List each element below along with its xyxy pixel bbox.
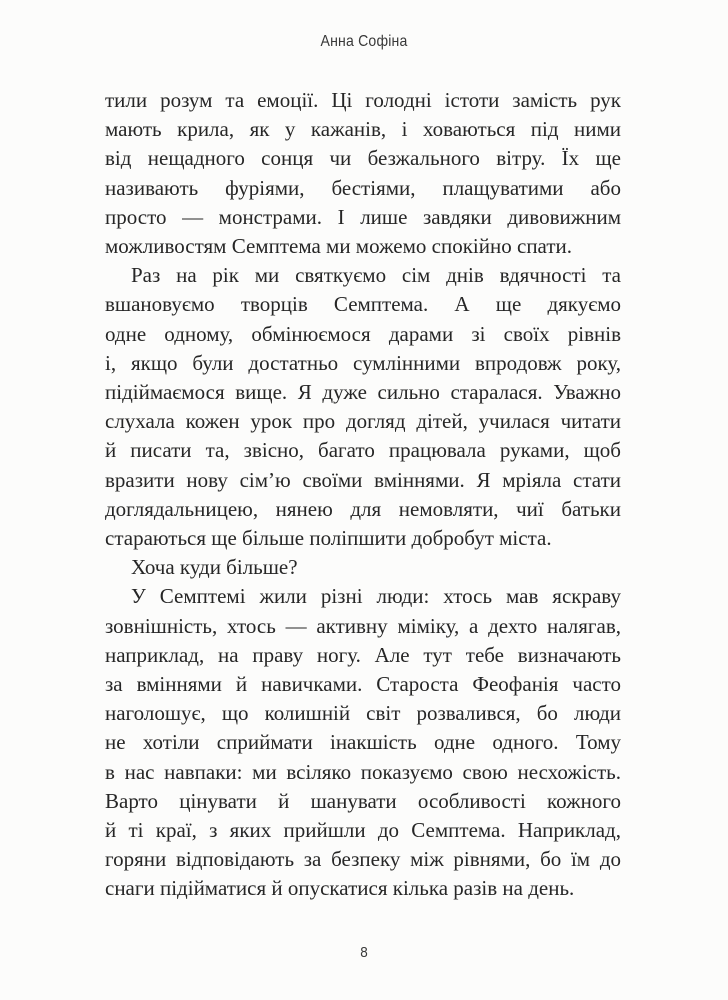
text-line: за вміннями й навичками. Староста Феофанія часто (105, 672, 621, 697)
text-line: вшановуємо творців Семптема. А ще дякуємо (105, 292, 621, 317)
text-line: не хотіли сприймати інакшість одне одного. Тому (105, 730, 621, 755)
text-line: називають фуріями, бестіями, плащуватими або (105, 175, 621, 200)
text-line: доглядальницею, нянею для немовляти, чиї батьки (105, 496, 621, 521)
text-line: й ті краї, з яких прийшли до Семптема. Наприклад, (105, 818, 621, 843)
paragraph (105, 582, 621, 903)
text-line: слухала кожен урок про догляд дітей, училася читати (105, 409, 621, 434)
text-line: і, якщо були достатньо сумлінними впродовж року, (105, 350, 621, 375)
page-number: 8 (360, 944, 368, 961)
running-head-author: Анна Софіна (320, 33, 408, 50)
text-line: Варто цінувати й шанувати особливості кожного (105, 788, 621, 813)
text-line: наприклад, на праву ногу. Але тут тебе визначають (105, 642, 621, 667)
text-line: вразити нову сім’ю своїми вміннями. Я мріяла стати (105, 467, 621, 492)
text-line: наголошує, що колишній світ розвалився, бо люди (105, 701, 621, 726)
text-line: можливостям Семптема ми можемо спокійно спати. (105, 234, 572, 259)
paragraph (105, 261, 621, 553)
text-line: в нас навпаки: ми всіляко показуємо свою несхожість. (105, 759, 621, 784)
text-line: тили розум та емоції. Ці голодні істоти замість рук (105, 88, 621, 112)
text-line: стараються ще більше поліпшити добробут міста. (105, 526, 552, 551)
text-line: зовнішність, хтось — активну міміку, а дехто налягав, (105, 613, 621, 638)
paragraph (105, 86, 621, 261)
paragraph (105, 553, 621, 582)
text-line: від нещадного сонця чи безжального вітру. Їх ще (105, 146, 621, 171)
text-line: мають крила, як у кажанів, і ховаються під ними (105, 117, 621, 142)
text-line: підіймаємося вище. Я дуже сильно старалася. Уважно (105, 380, 621, 405)
text-line: одне одному, обмінюємося дарами зі своїх рівнів (105, 321, 621, 346)
text-line: У Семптемі жили різні люди: хтось мав яскраву (131, 584, 621, 609)
text-line: й писати та, звісно, багато працювала руками, щоб (105, 438, 621, 463)
page-body (105, 86, 621, 904)
text-line: снаги підійматися й опускатися кілька разів на день. (105, 876, 575, 901)
text-line: горяни відповідають за безпеку між рівнями, бо їм до (105, 847, 621, 872)
text-line: просто — монстрами. І лише завдяки дивовижним (105, 204, 621, 229)
text-line: Хоча куди більше? (131, 555, 298, 580)
text-line: Раз на рік ми святкуємо сім днів вдячності та (131, 263, 621, 288)
